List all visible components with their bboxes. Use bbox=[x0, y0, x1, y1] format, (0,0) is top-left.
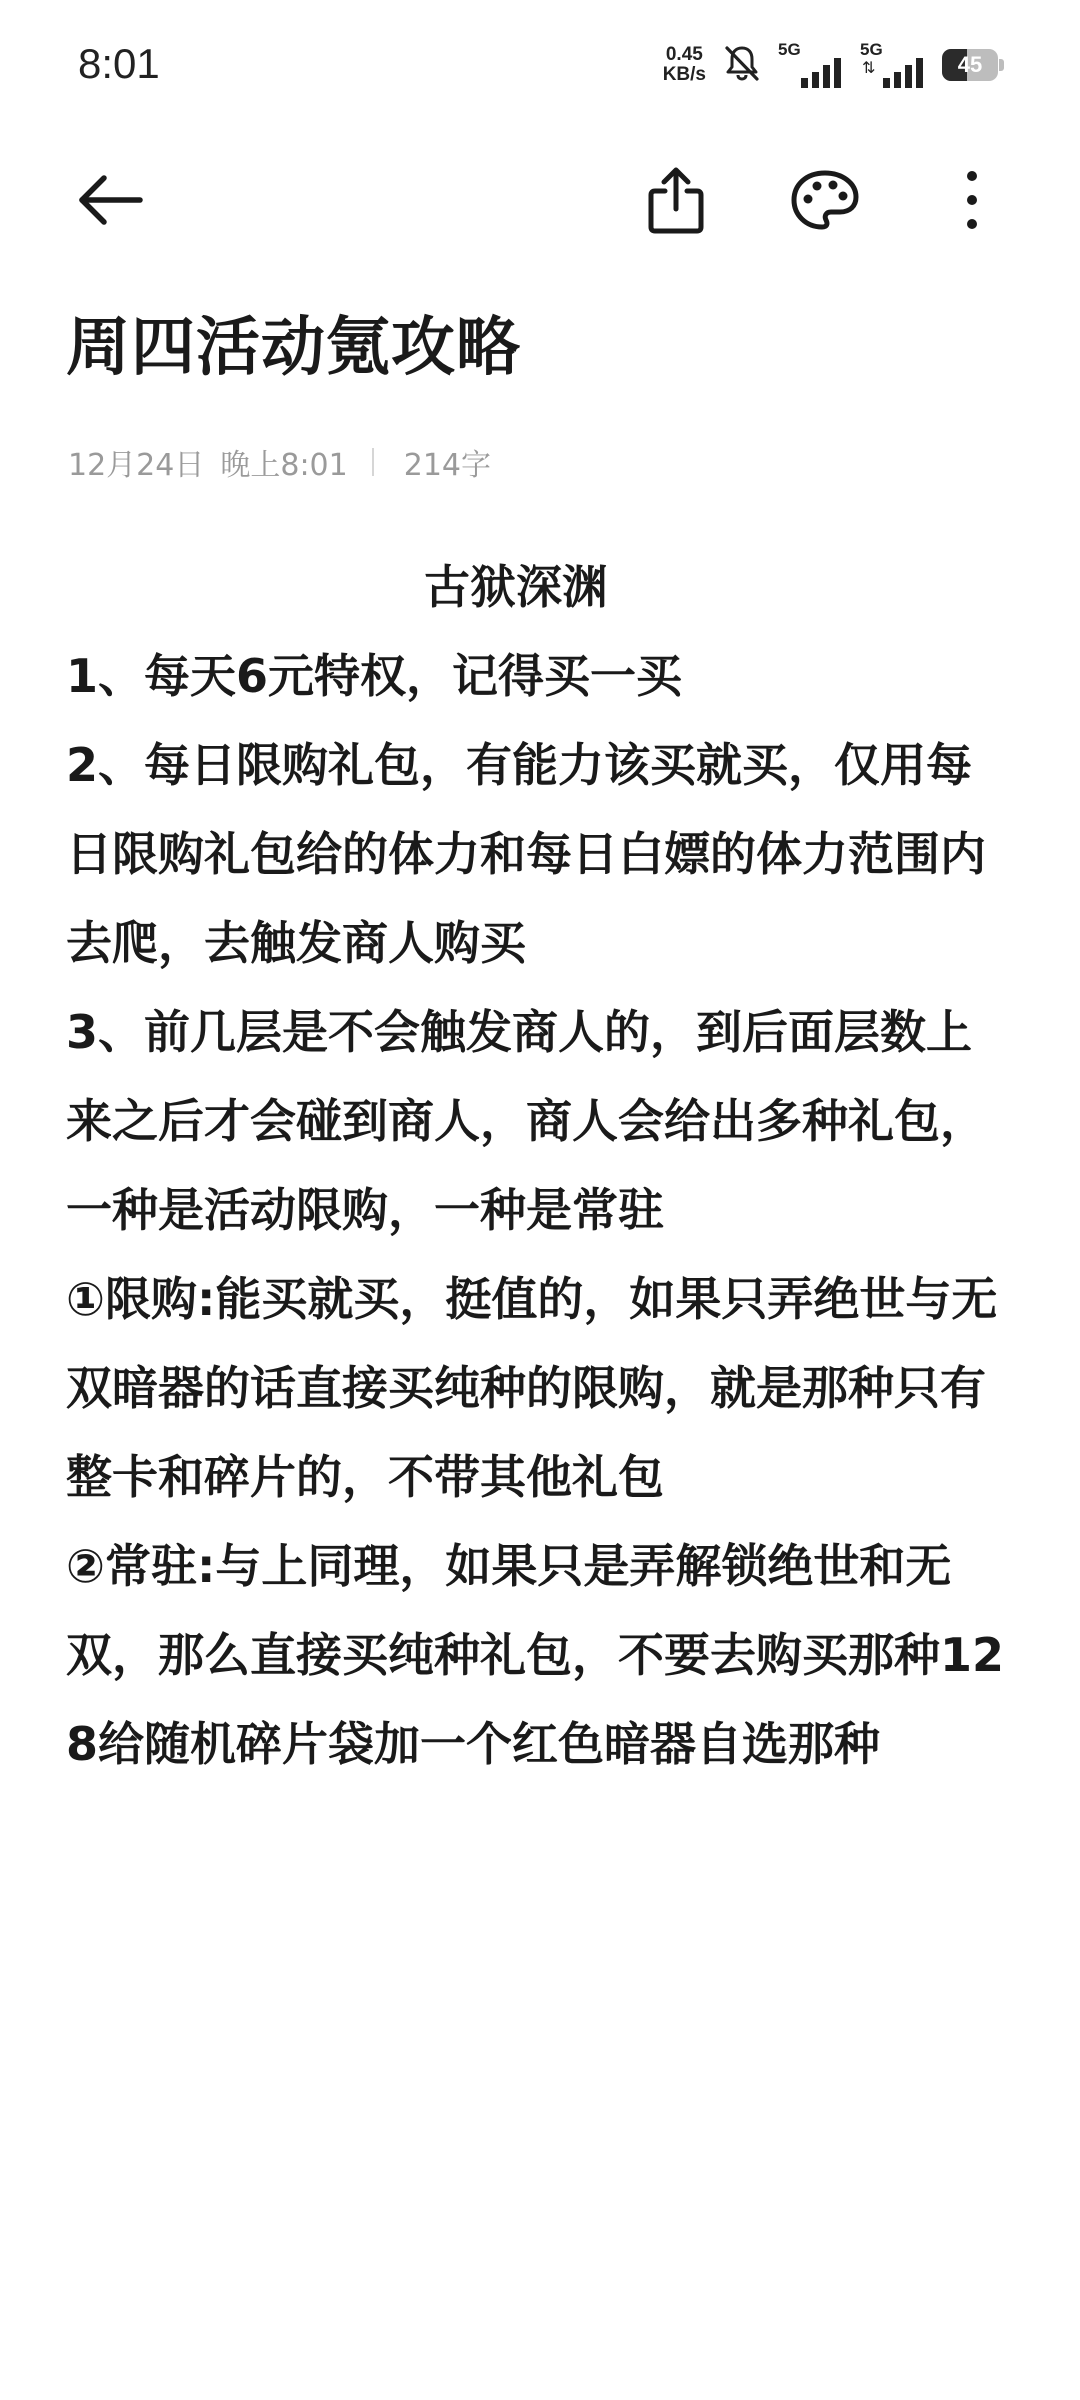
sim1-network-tag: 5G bbox=[778, 40, 801, 59]
data-arrows-icon: ⇅ bbox=[862, 58, 876, 77]
note-paragraph: 3、前几层是不会触发商人的，到后面层数上来之后才会碰到商人，商人会给出多种礼包，一种是活动限购，一种是常驻 bbox=[66, 1005, 986, 1237]
note-toolbar bbox=[0, 140, 1080, 260]
note-paragraph: ②常驻:与上同理，如果只是弄解锁绝世和无双，那么直接买纯种礼包，不要去购买那种128给随机碎片袋加一个红色暗器自选那种 bbox=[66, 1539, 1005, 1771]
note-word-count: 214字 bbox=[403, 448, 491, 483]
note-time: 晚上8:01 bbox=[220, 448, 348, 483]
note-heading: 古狱深渊 bbox=[424, 560, 608, 614]
share-button[interactable] bbox=[636, 160, 716, 240]
status-bar bbox=[0, 0, 1080, 130]
battery-cap bbox=[999, 59, 1004, 71]
back-button[interactable] bbox=[70, 160, 150, 240]
meta-divider bbox=[372, 448, 374, 476]
theme-button[interactable] bbox=[785, 160, 865, 240]
network-speed bbox=[663, 45, 706, 85]
battery-level: 45 bbox=[957, 52, 983, 77]
note-paragraph: 2、每日限购礼包，有能力该买就买，仅用每日限购礼包给的体力和每日白嫖的体力范围内去爬，去触发商人购买 bbox=[66, 738, 986, 970]
note-body[interactable] bbox=[66, 548, 1016, 1789]
arrow-left-icon bbox=[76, 172, 144, 228]
bell-muted-icon bbox=[722, 43, 762, 87]
status-icons bbox=[663, 42, 1004, 88]
more-vertical-icon bbox=[962, 168, 982, 232]
battery-icon bbox=[942, 49, 1004, 81]
note-date: 12月24日 bbox=[68, 448, 205, 483]
more-options-button[interactable] bbox=[932, 160, 1012, 240]
note-paragraph: 1、每天6元特权，记得买一买 bbox=[66, 649, 683, 703]
note-paragraph: ①限购:能买就买，挺值的，如果只弄绝世与无双暗器的话直接买纯种的限购，就是那种只有整卡和碎片的，不带其他礼包 bbox=[66, 1272, 998, 1504]
sim2-network-tag: 5G bbox=[860, 40, 883, 59]
palette-icon bbox=[790, 169, 860, 231]
network-speed-value: 0.45 bbox=[665, 44, 703, 65]
status-time: 8:01 bbox=[78, 40, 160, 87]
network-speed-unit: KB/s bbox=[662, 64, 706, 85]
sim1-signal-icon bbox=[778, 42, 844, 88]
note-title[interactable]: 周四活动氪攻略 bbox=[66, 311, 521, 385]
share-icon bbox=[647, 165, 705, 235]
note-meta bbox=[68, 440, 491, 484]
sim2-signal-icon bbox=[860, 42, 926, 88]
